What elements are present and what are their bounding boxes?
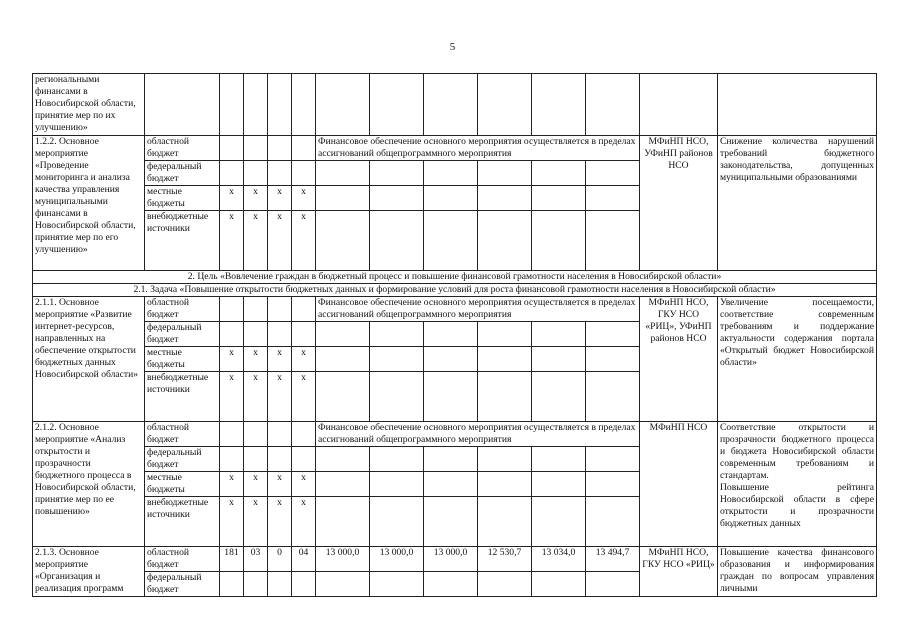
source-regional-budget: областной бюджет <box>145 297 220 322</box>
activity-122-result: Снижение количества нарушений требований бюджетного законодательства, допущенных муниципальными образованиями <box>718 136 877 271</box>
activity-122-financing-note: Финансовое обеспечение основного мероприятия осуществляется в пределах ассигнований общепрограммного мероприятия <box>316 136 640 161</box>
x-mark: x <box>220 347 244 372</box>
task-row <box>33 284 877 297</box>
x-mark: x <box>268 211 292 271</box>
source-extrabudgetary: внебюджетные источники <box>145 372 220 422</box>
activity-212-result-rating: Повышение рейтинга Новосибирской области в сфере открытости и прозрачности бюджетных данных <box>720 482 874 529</box>
x-mark: x <box>244 472 268 497</box>
activity-212-title: 2.1.2. Основное мероприятие «Анализ открытости и прозрачности бюджетного процесса в Новосибирской области, принятие мер по ее повышению» <box>33 422 145 547</box>
continuation-row <box>33 74 877 136</box>
activity-title-continuation: региональными финансами в Новосибирской области, принятие мер по их улучшению» <box>33 74 145 136</box>
x-mark: x <box>220 497 244 547</box>
activity-211-financing-note: Финансовое обеспечение основного мероприятия осуществляется в пределах ассигнований общепрограммного мероприятия <box>316 297 640 322</box>
amount-cell: 13 000,0 <box>370 547 424 572</box>
activity-122-title: 1.2.2. Основное мероприятие «Проведение мониторинга и анализа качества управления муниципальными финансами в Новосибирской области, принятие мер по его улучшению» <box>33 136 145 271</box>
x-mark: x <box>220 372 244 422</box>
x-mark: x <box>292 497 316 547</box>
source-federal-budget: федеральный бюджет <box>145 447 220 472</box>
task-21-heading: 2.1. Задача «Повышение открытости бюджетных данных и формирование условий для роста финансовой грамотности населения в Новосибирской области» <box>33 284 877 297</box>
source-regional-budget: областной бюджет <box>145 422 220 447</box>
activity-211-result: Увеличение посещаемости, соответствие современным требованиям и поддержание актуальности содержания портала «Открытый бюджет Новосибирской области» <box>718 297 877 422</box>
x-mark: x <box>268 372 292 422</box>
source-federal-budget: федеральный бюджет <box>145 161 220 186</box>
x-mark: x <box>244 497 268 547</box>
source-extrabudgetary: внебюджетные источники <box>145 211 220 271</box>
activity-211-executors: МФиНП НСО, ГКУ НСО «РИЦ», УФиНП районов НСО <box>640 297 718 422</box>
source-regional-budget: областной бюджет <box>145 547 220 572</box>
x-mark: x <box>292 211 316 271</box>
activity-213-title: 2.1.3. Основное мероприятие «Организация и реализация программ <box>33 547 145 597</box>
goal-2-heading: 2. Цель «Вовлечение граждан в бюджетный процесс и повышение финансовой грамотности населения в Новосибирской области» <box>33 271 877 284</box>
x-mark: x <box>292 372 316 422</box>
x-mark: x <box>244 186 268 211</box>
source-regional-budget: областной бюджет <box>145 136 220 161</box>
activity-212-financing-note: Финансовое обеспечение основного мероприятия осуществляется в пределах ассигнований общепрограммного мероприятия <box>316 422 640 447</box>
activity-212-result-standards: Соответствие открытости и прозрачности бюджетного процесса и бюджета Новосибирской области современным требованиям и стандартам. <box>720 422 874 481</box>
activity-212-executors: МФиНП НСО <box>640 422 718 547</box>
source-local-budgets: местные бюджеты <box>145 347 220 372</box>
activity-213-executors: МФиНП НСО, ГКУ НСО «РИЦ» <box>640 547 718 597</box>
x-mark: x <box>244 211 268 271</box>
amount-cell: 12 530,7 <box>478 547 532 572</box>
x-mark: x <box>244 347 268 372</box>
source-federal-budget: федеральный бюджет <box>145 322 220 347</box>
source-federal-budget: федеральный бюджет <box>145 572 220 597</box>
x-mark: x <box>220 186 244 211</box>
goal-row <box>33 271 877 284</box>
x-mark: x <box>244 372 268 422</box>
x-mark: x <box>220 211 244 271</box>
amount-cell: 13 494,7 <box>586 547 640 572</box>
activity-213-result: Повышение качества финансового образования и информирования граждан по вопросам управления личными <box>718 547 877 597</box>
activity-122-row-regional <box>33 136 877 161</box>
x-mark: x <box>292 347 316 372</box>
amount-cell: 13 000,0 <box>424 547 478 572</box>
code-subsection: 04 <box>292 547 316 572</box>
amount-cell: 13 034,0 <box>532 547 586 572</box>
x-mark: x <box>220 472 244 497</box>
x-mark: x <box>268 472 292 497</box>
x-mark: x <box>268 347 292 372</box>
source-local-budgets: местные бюджеты <box>145 186 220 211</box>
program-activities-table <box>32 73 877 597</box>
code-section: 03 <box>244 547 268 572</box>
activity-211-title: 2.1.1. Основное мероприятие «Развитие интернет-ресурсов, направленных на обеспечение открытости бюджетных данных Новосибирской области» <box>33 297 145 422</box>
x-mark: x <box>292 472 316 497</box>
code-program: 0 <box>268 547 292 572</box>
activity-212-result <box>718 422 877 547</box>
activity-122-executors: МФиНП НСО, УФиНП районов НСО <box>640 136 718 271</box>
amount-cell: 13 000,0 <box>316 547 370 572</box>
source-local-budgets: местные бюджеты <box>145 472 220 497</box>
x-mark: x <box>268 186 292 211</box>
x-mark: x <box>268 497 292 547</box>
activity-212-row-regional <box>33 422 877 447</box>
activity-211-row-regional <box>33 297 877 322</box>
source-extrabudgetary: внебюджетные источники <box>145 497 220 547</box>
x-mark: x <box>292 186 316 211</box>
page-number: 5 <box>449 41 456 53</box>
code-grbs: 181 <box>220 547 244 572</box>
activity-213-row-regional <box>33 547 877 572</box>
